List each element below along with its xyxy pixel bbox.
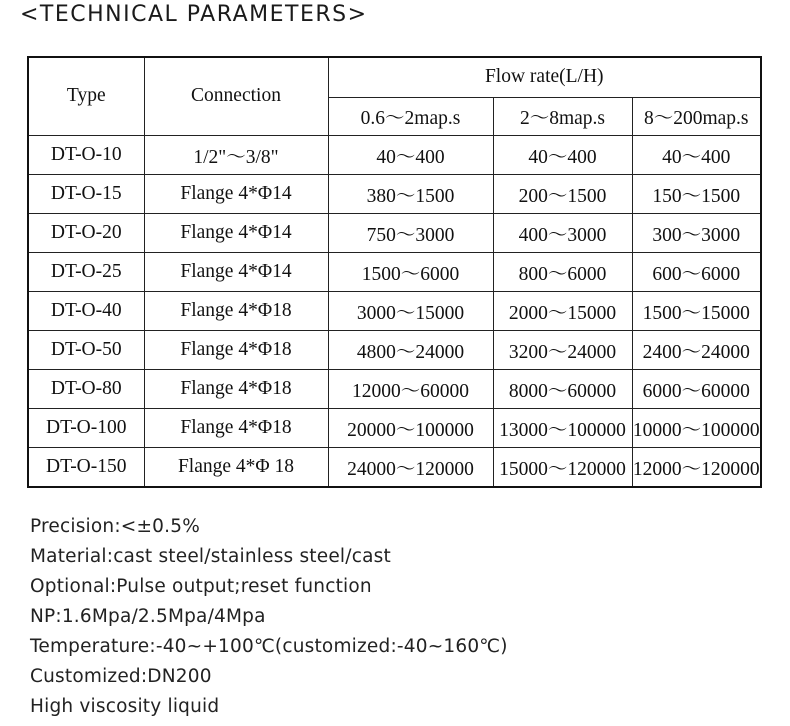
cell-type: DT-O-80 [28,369,144,408]
header-flow-subcol: 8～200map.s [632,97,761,135]
table-row [28,291,761,330]
cell-f1: 3000～15000 [328,291,493,330]
cell-type: DT-O-100 [28,408,144,447]
page-title: <TECHNICAL PARAMETERS> [20,2,368,27]
table-row [28,447,761,487]
note-customized: Customized:DN200 [30,666,212,687]
cell-f3: 6000～60000 [632,369,761,408]
cell-connection: Flange 4*Φ14 [144,174,328,213]
cell-type: DT-O-40 [28,291,144,330]
cell-f3: 150～1500 [632,174,761,213]
cell-type: DT-O-150 [28,447,144,487]
cell-f2: 400～3000 [493,213,632,252]
cell-f1: 750～3000 [328,213,493,252]
table-row [28,135,761,174]
technical-parameters-table [27,56,762,488]
note-temperature: Temperature:-40~+100℃(customized:-40~160℃) [30,636,508,657]
table-row [28,369,761,408]
cell-connection: Flange 4*Φ 18 [144,447,328,487]
cell-f3: 10000～100000 [632,408,761,447]
cell-f2: 2000～15000 [493,291,632,330]
note-optional: Optional:Pulse output;reset function [30,576,372,597]
table-row [28,408,761,447]
table-header-row [28,57,761,97]
cell-type: DT-O-25 [28,252,144,291]
cell-f3: 600～6000 [632,252,761,291]
cell-f1: 24000～120000 [328,447,493,487]
cell-type: DT-O-50 [28,330,144,369]
cell-f1: 40～400 [328,135,493,174]
cell-f2: 200～1500 [493,174,632,213]
cell-type: DT-O-20 [28,213,144,252]
cell-type: DT-O-10 [28,135,144,174]
cell-connection: Flange 4*Φ14 [144,213,328,252]
cell-connection: 1/2"～3/8" [144,135,328,174]
cell-connection: Flange 4*Φ18 [144,369,328,408]
header-flow-subcol: 0.6～2map.s [328,97,493,135]
cell-f3: 300～3000 [632,213,761,252]
table-row [28,174,761,213]
cell-f2: 15000～120000 [493,447,632,487]
cell-f2: 3200～24000 [493,330,632,369]
cell-f2: 800～6000 [493,252,632,291]
cell-connection: Flange 4*Φ18 [144,291,328,330]
header-flow-rate: Flow rate(L/H) [328,57,761,97]
table-row [28,213,761,252]
cell-f2: 8000～60000 [493,369,632,408]
cell-f1: 12000～60000 [328,369,493,408]
note-viscosity: High viscosity liquid [30,696,220,717]
header-type: Type [28,57,144,135]
header-flow-subcol: 2～8map.s [493,97,632,135]
cell-f3: 40～400 [632,135,761,174]
cell-connection: Flange 4*Φ14 [144,252,328,291]
cell-f2: 40～400 [493,135,632,174]
header-connection: Connection [144,57,328,135]
note-pressure: NP:1.6Mpa/2.5Mpa/4Mpa [30,606,266,627]
note-precision: Precision:<±0.5% [30,516,200,537]
cell-connection: Flange 4*Φ18 [144,408,328,447]
specification-notes [30,512,508,722]
cell-type: DT-O-15 [28,174,144,213]
cell-f2: 13000～100000 [493,408,632,447]
table-row [28,252,761,291]
cell-f1: 1500～6000 [328,252,493,291]
cell-f1: 380～1500 [328,174,493,213]
cell-f3: 1500～15000 [632,291,761,330]
cell-f3: 12000～120000 [632,447,761,487]
note-material: Material:cast steel/stainless steel/cast [30,546,391,567]
cell-f3: 2400～24000 [632,330,761,369]
cell-f1: 4800～24000 [328,330,493,369]
cell-connection: Flange 4*Φ18 [144,330,328,369]
table-row [28,330,761,369]
cell-f1: 20000～100000 [328,408,493,447]
